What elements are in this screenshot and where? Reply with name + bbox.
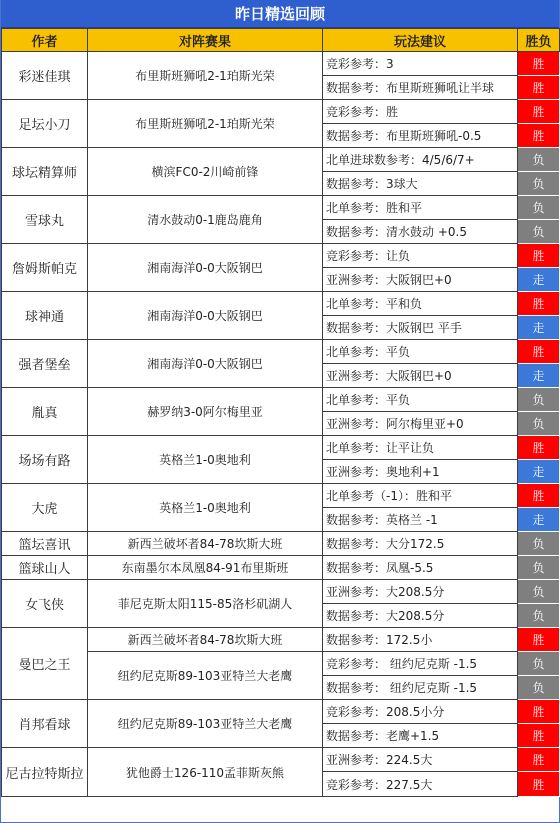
match-cell: 东南墨尔本凤凰84-91布里斯班 [88,556,323,580]
result-badge: 胜 [518,436,560,460]
author-cell: 肖邦看球 [2,700,88,748]
advice-cell: 数据参考：3球大 [323,172,518,196]
table-row [2,700,560,724]
author-cell: 胤真 [2,388,88,436]
advice-cell: 数据参考：英格兰 -1 [323,508,518,532]
result-badge: 负 [518,532,560,556]
match-cell: 英格兰1-0奥地利 [88,484,323,532]
result-badge: 胜 [518,292,560,316]
match-cell: 湘南海洋0-0大阪钢巴 [88,340,323,388]
advice-cell: 数据参考：清水鼓动 +0.5 [323,220,518,244]
result-badge: 负 [518,220,560,244]
author-cell: 詹姆斯帕克 [2,244,88,292]
result-badge: 胜 [518,700,560,724]
table-header-row [2,29,560,52]
table-row [2,484,560,508]
table-row [2,748,560,772]
advice-cell: 数据参考：大208.5分 [323,604,518,628]
result-badge: 胜 [518,100,560,124]
result-badge: 胜 [518,52,560,76]
advice-cell: 竞彩参考：胜 [323,100,518,124]
advice-cell: 亚洲参考：大208.5分 [323,580,518,604]
advice-cell: 数据参考：大分172.5 [323,532,518,556]
advice-cell: 数据参考：大阪钢巴 平手 [323,316,518,340]
result-badge: 走 [518,508,560,532]
match-cell: 菲尼克斯太阳115-85洛杉矶湖人 [88,580,323,628]
table-row [2,52,560,76]
advice-cell: 亚洲参考：大阪钢巴+0 [323,364,518,388]
result-badge: 胜 [518,124,560,148]
table-row [2,556,560,580]
advice-cell: 数据参考：布里斯班狮吼让半球 [323,76,518,100]
table-row [2,292,560,316]
match-cell: 横滨FC0-2川崎前锋 [88,148,323,196]
advice-cell: 北单参考（-1）：胜和平 [323,484,518,508]
result-badge: 负 [518,556,560,580]
advice-cell: 北单参考：平和负 [323,292,518,316]
advice-cell: 竞彩参考： 纽约尼克斯 -1.5 [323,652,518,676]
advice-cell: 数据参考：老鹰+1.5 [323,724,518,748]
result-badge: 负 [518,148,560,172]
result-badge: 胜 [518,772,560,797]
result-badge: 负 [518,412,560,436]
result-badge: 负 [518,196,560,220]
advice-cell: 亚洲参考：224.5大 [323,748,518,772]
advice-cell: 竞彩参考：208.5小分 [323,700,518,724]
table-row [2,148,560,172]
result-badge: 胜 [518,340,560,364]
match-cell: 布里斯班狮吼2-1珀斯光荣 [88,100,323,148]
table-row [2,340,560,364]
author-cell: 雪球丸 [2,196,88,244]
author-cell: 彩迷佳琪 [2,52,88,100]
result-badge: 负 [518,172,560,196]
table-row [2,580,560,604]
result-badge: 胜 [518,484,560,508]
advice-cell: 竞彩参考：让负 [323,244,518,268]
match-cell: 新西兰破坏者84-78坎斯大班 [88,628,323,652]
match-cell: 新西兰破坏者84-78坎斯大班 [88,532,323,556]
author-cell: 足坛小刀 [2,100,88,148]
review-table [1,28,560,797]
header-match: 对阵赛果 [88,29,323,52]
match-cell: 犹他爵士126-110孟菲斯灰熊 [88,748,323,797]
result-badge: 胜 [518,724,560,748]
result-badge: 负 [518,652,560,676]
author-cell: 篮球山人 [2,556,88,580]
advice-cell: 数据参考： 纽约尼克斯 -1.5 [323,676,518,700]
author-cell: 场场有路 [2,436,88,484]
author-cell: 女飞侠 [2,580,88,628]
author-cell: 强者堡垒 [2,340,88,388]
author-cell: 球坛精算师 [2,148,88,196]
match-cell: 纽约尼克斯89-103亚特兰大老鹰 [88,700,323,748]
advice-cell: 北单参考：平负 [323,340,518,364]
match-cell: 湘南海洋0-0大阪钢巴 [88,292,323,340]
header-advice: 玩法建议 [323,29,518,52]
result-badge: 胜 [518,76,560,100]
advice-cell: 亚洲参考：奥地利+1 [323,460,518,484]
advice-cell: 北单参考：胜和平 [323,196,518,220]
result-badge: 负 [518,580,560,604]
page-title: 昨日精选回顾 [1,0,559,28]
result-badge: 走 [518,268,560,292]
result-badge: 走 [518,364,560,388]
result-badge: 负 [518,676,560,700]
advice-cell: 北单进球数参考：4/5/6/7+ [323,148,518,172]
advice-cell: 竞彩参考：227.5大 [323,772,518,797]
table-row [2,244,560,268]
table-body [2,52,560,797]
advice-cell: 数据参考：凤凰-5.5 [323,556,518,580]
result-badge: 胜 [518,628,560,652]
match-cell: 湘南海洋0-0大阪钢巴 [88,244,323,292]
header-author: 作者 [2,29,88,52]
advice-cell: 北单参考：平负 [323,388,518,412]
author-cell: 尼古拉特斯拉 [2,748,88,797]
author-cell: 球神通 [2,292,88,340]
advice-cell: 北单参考：让平让负 [323,436,518,460]
table-row [2,532,560,556]
match-cell: 清水鼓动0-1鹿岛鹿角 [88,196,323,244]
result-badge: 走 [518,316,560,340]
table-row [2,436,560,460]
result-badge: 负 [518,604,560,628]
result-badge: 胜 [518,244,560,268]
advice-cell: 亚洲参考：大阪钢巴+0 [323,268,518,292]
author-cell: 篮坛喜讯 [2,532,88,556]
match-cell: 纽约尼克斯89-103亚特兰大老鹰 [88,652,323,700]
result-badge: 负 [518,388,560,412]
match-cell: 布里斯班狮吼2-1珀斯光荣 [88,52,323,100]
result-badge: 胜 [518,748,560,772]
table-row [2,388,560,412]
table-row [2,628,560,652]
advice-cell: 数据参考：172.5小 [323,628,518,652]
advice-cell: 数据参考：布里斯班狮吼-0.5 [323,124,518,148]
match-cell: 赫罗纳3-0阿尔梅里亚 [88,388,323,436]
author-cell: 曼巴之王 [2,628,88,700]
table-row [2,196,560,220]
header-result: 胜负 [518,29,560,52]
match-cell: 英格兰1-0奥地利 [88,436,323,484]
advice-cell: 亚洲参考：阿尔梅里亚+0 [323,412,518,436]
author-cell: 大虎 [2,484,88,532]
table-row [2,100,560,124]
result-badge: 走 [518,460,560,484]
advice-cell: 竞彩参考：3 [323,52,518,76]
